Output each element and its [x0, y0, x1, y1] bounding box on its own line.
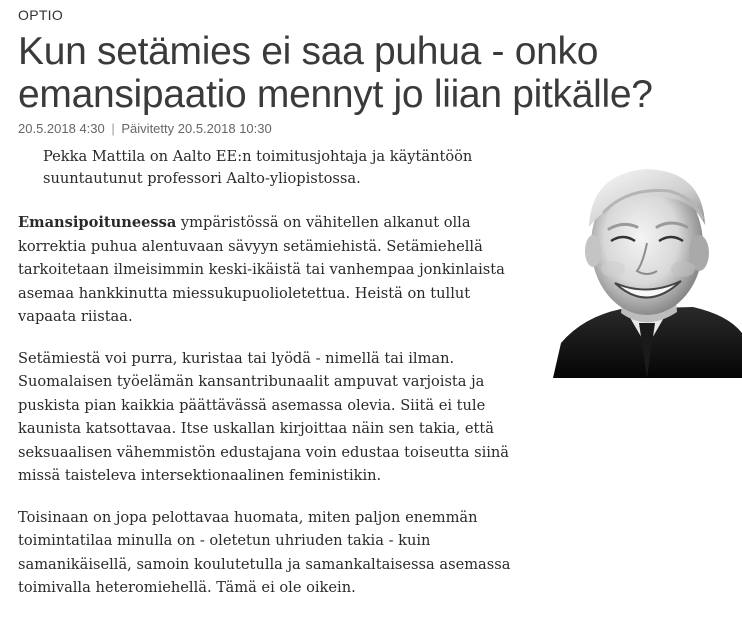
article-body: [18, 211, 548, 618]
headline-line: Kun setämies ei saa puhua - onko: [18, 30, 599, 73]
body-line: korrektia puhua alentuvaan sävyyn setämiehistä. Setämiehellä: [18, 237, 483, 255]
body-line: asemaa hankkinutta miessukupuolioletettua. Heistä on tullut: [18, 284, 471, 302]
body-line: puskista pian kaikkia päättävässä asemassa olevia. Siitä ei tule: [18, 396, 486, 414]
meta-separator: |: [111, 121, 115, 136]
body-line: Toisinaan on jopa pelottavaa huomata, miten paljon enemmän: [18, 508, 478, 526]
body-line: missä taisteleva intersektionaalinen feministikin.: [18, 467, 382, 484]
body-line: tarkoitetaan ilmeisimmin keski-ikäistä tai vanhempaa jonkinlaista: [18, 261, 505, 278]
body-paragraph: [18, 347, 548, 488]
body-paragraph: [18, 211, 548, 329]
body-line-rest: ympäristössä on vähitellen alkanut olla: [176, 214, 471, 231]
headline-line: emansipaatio mennyt jo liian pitkälle?: [18, 73, 653, 116]
author-blurb-line: Pekka Mattila on Aalto EE:n toimitusjohtaja ja käytäntöön: [43, 148, 473, 165]
body-line: Setämiestä voi purra, kuristaa tai lyödä - nimellä tai ilman.: [18, 349, 455, 367]
article-headline: [18, 30, 733, 116]
body-line: toimivalla heteromiehellä. Tämä ei ole oikein.: [18, 579, 356, 596]
article-meta: [18, 121, 272, 136]
author-portrait-icon: [543, 147, 742, 378]
body-line: [18, 211, 548, 235]
section-label[interactable]: OPTIO: [18, 7, 64, 23]
author-blurb: [43, 146, 543, 189]
body-line: Suomalaisen työelämän kansantribunaalit ampuvat varjoista ja: [18, 373, 485, 390]
body-line: samanikäisellä, samoin koulutetulla ja samankaltaisessa asemassa: [18, 555, 511, 573]
body-paragraph: [18, 506, 548, 600]
published-timestamp: 20.5.2018 4:30: [18, 121, 105, 136]
updated-timestamp: Päivitetty 20.5.2018 10:30: [121, 121, 272, 136]
author-blurb-line: suuntautunut professori Aalto-yliopistossa.: [43, 169, 361, 187]
body-line: seksuaalisen vähemmistön edustajana voin edustaa toiseutta siinä: [18, 443, 509, 461]
lead-word: Emansipoituneessa: [18, 214, 177, 231]
body-line: kaunista katsottavaa. Itse uskallan kirjoittaa näin sen takia, että: [18, 420, 494, 437]
body-line: vapaata riistaa.: [18, 308, 133, 325]
body-line: toimintatilaa minulla on - oletetun uhriuden takia - kuin: [18, 532, 431, 549]
